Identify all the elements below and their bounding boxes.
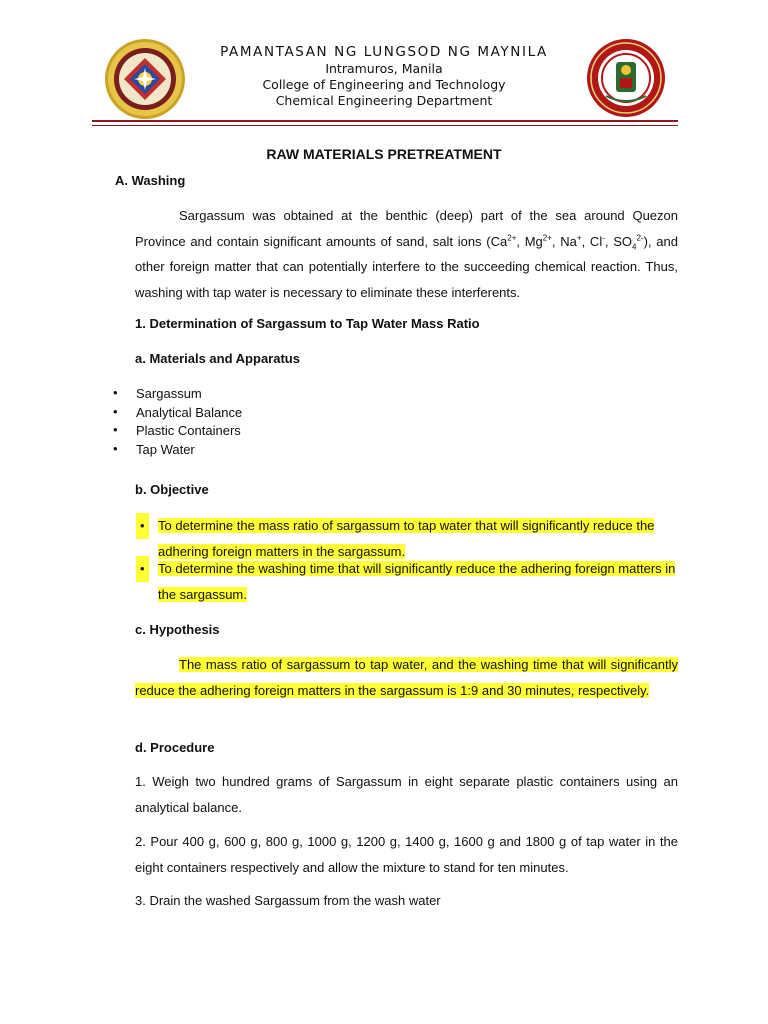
campus-location: Intramuros, Manila <box>325 61 443 76</box>
department-name: Chemical Engineering Department <box>275 93 493 108</box>
procedure-step-2: 2. Pour 400 g, 600 g, 800 g, 1000 g, 1200 g, 1400 g, 1600 g and 1800 g of tap water in the eight containers respectively and allow the mixture to stand for ten minutes. <box>135 834 678 875</box>
subsection-heading-mass-ratio: 1. Determination of Sargassum to Tap Water Mass Ratio <box>135 316 480 331</box>
objective-item-1: • To determine the mass ratio of sargassum to tap water that will significantly reduce the adhering foreign matters in the sargassum. <box>158 513 678 565</box>
procedure-step-1: 1. Weigh two hundred grams of Sargassum in eight separate plastic containers using an analytical balance. <box>135 774 678 815</box>
page-title: RAW MATERIALS PRETREATMENT <box>266 146 502 162</box>
university-name: PAMANTASAN NG LUNGSOD NG MAYNILA <box>220 44 548 60</box>
college-name: College of Engineering and Technology <box>262 77 506 92</box>
hypothesis-paragraph: The mass ratio of sargassum to tap water, and the washing time that will significantly reduce the adhering foreign matters in the sargassum is 1:9 and 30 minutes, respectively. <box>135 657 678 698</box>
procedure-step-3: 3. Drain the washed Sargassum from the wash water <box>135 893 441 908</box>
procedure-heading: d. Procedure <box>135 740 215 755</box>
list-item: • Sargassum <box>110 386 242 405</box>
list-item: • Analytical Balance <box>110 405 242 424</box>
objective-heading: b. Objective <box>135 482 209 497</box>
college-seal-right <box>586 38 666 118</box>
hypothesis-heading: c. Hypothesis <box>135 622 220 637</box>
bullet-icon: • <box>136 513 149 539</box>
list-item: • Tap Water <box>110 442 242 461</box>
materials-list <box>110 386 242 460</box>
header-divider-thin <box>92 125 678 126</box>
materials-heading: a. Materials and Apparatus <box>135 351 300 366</box>
washing-intro-paragraph: Sargassum was obtained at the benthic (deep) part of the sea around Quezon Province and contain significant amounts of sand, salt ions ($Ca^{2+}$, $Mg^{2+}$, Na+, Cl-, $SO_4^{2-}$), and other foreign matter that can potentially interfere to the succeeding chemical reaction. Thus, washing with tap water is necessary to eliminate these interferents. <box>135 208 678 300</box>
objective-item-2: • To determine the washing time that will significantly reduce the adhering foreign matters in the sargassum. <box>158 556 678 608</box>
university-seal-left <box>104 38 186 120</box>
bullet-icon: • <box>136 556 149 582</box>
list-item: • Plastic Containers <box>110 423 242 442</box>
section-heading-washing: A. Washing <box>115 173 186 188</box>
header-divider <box>92 120 678 122</box>
